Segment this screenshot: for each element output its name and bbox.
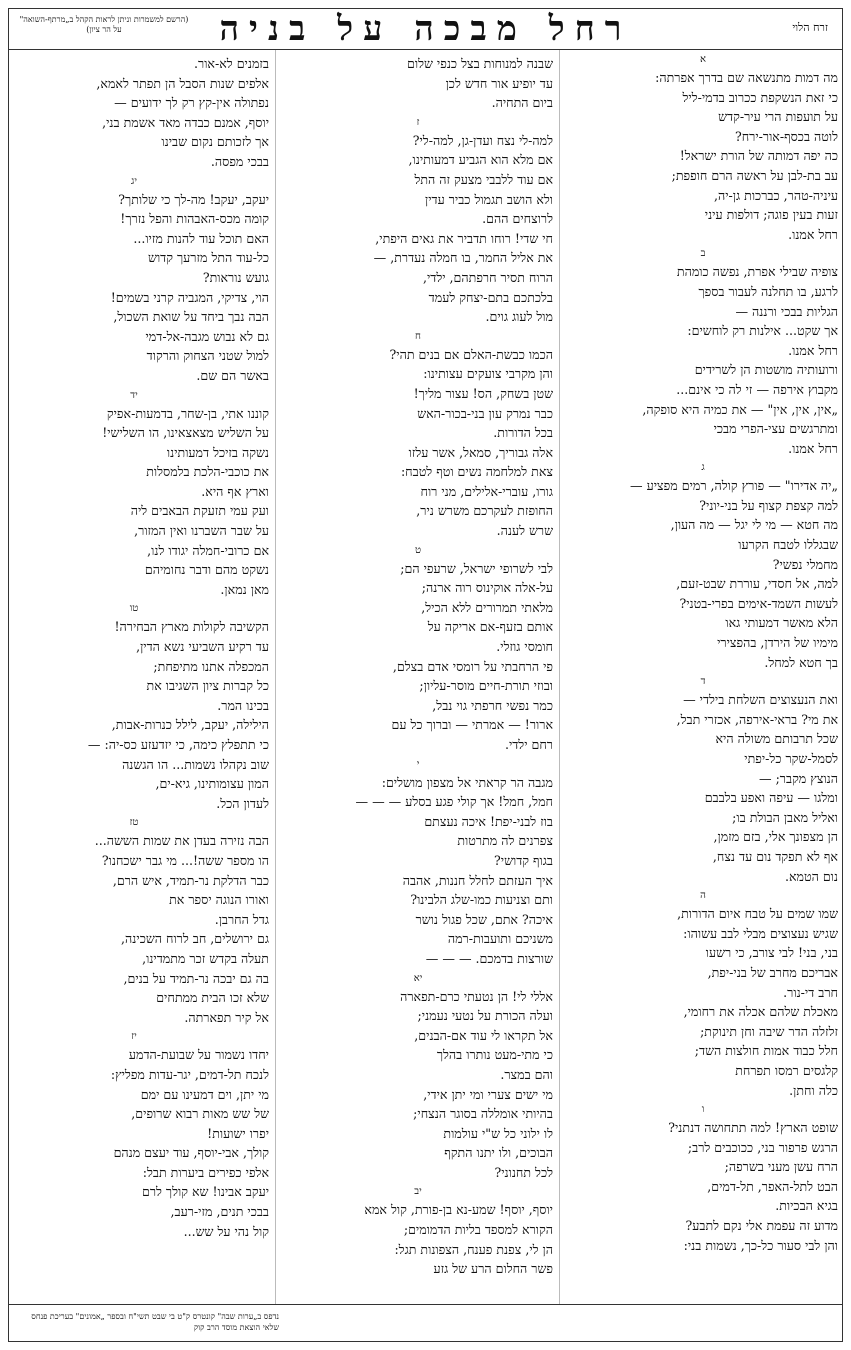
- poem-line: שלא זכו הבית ממתחים: [156, 990, 269, 1006]
- stanza: [568, 54, 838, 244]
- poem-line: אלפים שנות הסבל הן תפתר לאמא,: [96, 75, 269, 91]
- poem-line: את אליל החמר, בו חמלה נעדרת, —: [373, 250, 553, 266]
- poem-line: הן לי, צפנת פענח, הצפונות תגל:: [394, 1241, 553, 1257]
- poem-line: הבוכים, ולו יתנו התקף: [444, 1145, 553, 1161]
- poem-line: למה, אל חסדי, עוררת שבט-זעם,: [676, 576, 838, 592]
- poem-line: פשר החלום הרע של גזע: [433, 1261, 553, 1277]
- poem-line: כה יפה דמותה של הורת ישראל!: [679, 148, 838, 164]
- poem-line: נום הטמא.: [784, 868, 838, 884]
- poem-line: ומלגו — עיפה ואפע בלבבם: [704, 790, 838, 806]
- poem-line: רחל אמנו.: [788, 440, 838, 456]
- poem-line: בלכתכם בתם-יצחק לעמד: [428, 289, 553, 305]
- poem-line: ארור! — אמרתי — וברוך כל עם: [391, 717, 553, 733]
- poem-line: שבנה למנוחות בצל כנפי שלום: [407, 56, 553, 71]
- poem-line: בהיותי אומללה בסוגר הנצחי;: [413, 1106, 553, 1122]
- stanza: [283, 117, 553, 327]
- poem-line: מי יתן, וים דמעינו עם ימם: [140, 1086, 269, 1102]
- poem-line: ולא הושב תגמול כביר עדין: [425, 191, 553, 207]
- author-name: זרח הלוי: [792, 21, 828, 34]
- poem-line: יפרו ישועות!: [207, 1125, 269, 1141]
- poem-line: שמו שמים על טבח איום הדורות,: [677, 906, 838, 922]
- stanza: [8, 390, 269, 600]
- poem-line: בגוף קדושי?: [494, 852, 553, 868]
- stanza-number: ו: [701, 1104, 705, 1116]
- poem-line: מגבה הר קראתי אל מצפון מושלים:: [381, 774, 553, 790]
- poem-line: נשקט מהם ודבר נחומיהם: [144, 562, 269, 578]
- poem-line: אך לזכותם נקום שבינו: [161, 134, 269, 150]
- stanza: [283, 331, 553, 541]
- poem-line: בבכי מפסה.: [210, 153, 269, 169]
- stanza-number: טז: [129, 817, 139, 829]
- poem-line: עד רקיע השביעי נשא הדין,: [136, 639, 269, 655]
- poem-line: למה-לי נצח ועדן-גן, למה-לי?: [412, 132, 553, 148]
- poem-line: עב בת-לבן על ראשה הרם חופפת;: [671, 167, 838, 183]
- poem-line: בבכי תנים, מזי-רעב,: [170, 1204, 269, 1220]
- poem-line: למה קצפת קצוף על בני-יוני?: [699, 497, 838, 513]
- poem-line: יחדו נשמור על שבועת-הדמע: [128, 1047, 269, 1063]
- poem-line: קומה מכס-האבהות והפל נזרך!: [120, 211, 269, 227]
- poem-line: לנכח תל-דמים, יגר-עדות מפליץ:: [110, 1066, 269, 1082]
- poem-line: מאכלת שלהם אכלה את רחומי,: [683, 1004, 838, 1020]
- poem-line: משניכם ותועבות-רמה: [447, 931, 553, 947]
- poem-line: שטן בשחק, הס! עצור מליך!: [413, 385, 553, 401]
- poem-line: גם לא נבוש מגבה-אל-דמי: [145, 328, 269, 344]
- poem-line: לסמל-שקר כל-יפתי: [744, 751, 838, 766]
- stanza: [283, 545, 553, 755]
- poem-line: אללי לי! הן נטעתי כרם-תפארה: [400, 988, 553, 1004]
- poem-line: יעקב אבינו! שא קולך לרם: [141, 1184, 269, 1200]
- poem-line: לבי לשרופי ישראל, שרעפי הם;: [400, 560, 553, 576]
- stanza-number: ב: [700, 248, 706, 260]
- poem-line: לעדון הכל.: [216, 795, 269, 811]
- poem-line: מה חטא — מי לי יגל — מה העון,: [670, 517, 838, 533]
- poem-line: צופיה שבילי אפרת, נפשה כומהת: [676, 264, 838, 280]
- stanza-number: ג: [701, 462, 705, 474]
- poem-line: המכפלה אתנו מתיפחת;: [153, 658, 269, 674]
- poem-line: הן מצפונך אלי, בזם מזמן,: [713, 829, 838, 845]
- poem-line: על שבר השברנו ואין המזור,: [134, 523, 269, 539]
- poem-line: חומסי גוזלי.: [496, 639, 553, 655]
- poem-line: רחל אמנו.: [788, 226, 838, 242]
- poem-line: מאן נמאן.: [220, 581, 269, 597]
- poem-line: בכינו המר.: [217, 697, 269, 713]
- stanza: [8, 176, 269, 386]
- poem-line: גם ירושלים, חב לרוח השכינה,: [121, 931, 269, 947]
- poem-line: המון עצומותינו, גיא-ים,: [155, 776, 269, 792]
- poem-line: כל-עוד התל מזרעך קדוש: [148, 250, 269, 266]
- poem-line: כל קברות ציון השגיבו את: [146, 678, 269, 694]
- poem-line: כמר נפשי חרפתי גוי נבל,: [432, 697, 553, 713]
- poem-line: הרח עשן מעני בשרפה;: [724, 1159, 838, 1175]
- poem-line: בגיא הבכיות.: [775, 1198, 838, 1214]
- stanza-number: ט: [414, 544, 422, 556]
- poem-line: אם עוד ללבבי מצעק זה התל: [414, 171, 553, 187]
- poem-line: שופט הארץ! למה תתחושה דנתני?: [668, 1120, 838, 1136]
- poem-line: עד יופיע אור חדש לכן: [445, 75, 553, 91]
- poem-line: אותם בזעף-אם אריקה על: [427, 619, 553, 635]
- poem-line: כלה וחתן.: [789, 1082, 838, 1098]
- poem-line: הכמו כבשת-האלם אם בנים תהי?: [389, 346, 553, 362]
- poem-line: ועק עמי תזעקת הבאבים ליה: [130, 503, 269, 519]
- poem-line: נשקה בזיכל דמעותינו: [166, 444, 269, 460]
- poem-line: רחל אמנו.: [788, 342, 838, 358]
- header-note: (הרשם למשמרות וניתן לראות הקהל ב„מרתף-השואה" על הר ציון): [19, 15, 189, 34]
- poem-line: יוסף, אמנם כבדה מאד אשמת בני,: [102, 114, 269, 130]
- poem-line: „יה אדירו" — פורץ קולה, רמים מפציע —: [630, 478, 838, 494]
- poem-line: והן לבי סעור כל-כך, נשמות בני:: [683, 1237, 838, 1253]
- poem-line: קלגסים רמסו תפרחת: [735, 1062, 838, 1078]
- stanza: [283, 973, 553, 1183]
- stanza-number: יא: [413, 972, 423, 984]
- poem-line: מה דמות מתנשאה שם בדרך אפרתה:: [655, 70, 838, 85]
- poem-line: מימיו של הירדן, בהפצירי: [717, 635, 838, 651]
- poem-line: הגליות בבכי ורננה —: [735, 303, 838, 319]
- poem-line: נפתולה אין-קץ רק לך ידועים —: [114, 95, 269, 111]
- poem-line: של שש מאות רבוא שרופים,: [131, 1106, 269, 1122]
- poem-line: הבה נבך ביחד על שואת השכול,: [113, 309, 269, 325]
- poem-line: חי שדי! רוחו תדביר את גאים היפתי,: [375, 230, 553, 246]
- poem-line: הילילה, יעקב, לילל כנרות-אבות,: [111, 717, 269, 733]
- stanza: [8, 817, 269, 1027]
- poem-line: ומתרגשים עצי-הפרי מבכי: [713, 421, 838, 437]
- poem-line: חלל כבוד אמות חולצות השד;: [694, 1043, 838, 1059]
- poem-line: קוננו אתי, בן-שחר, בדמעות-אפיק: [106, 405, 269, 421]
- poem-line: רחם ילדי.: [504, 737, 553, 752]
- poem-line: אל קיר תפארתה.: [184, 1009, 269, 1025]
- poem-line: ביום התחיה.: [491, 95, 553, 111]
- poem-line: גועש נוראות?: [202, 269, 269, 285]
- poem-line: על השליש מצאצאינו, הו השלישי!: [102, 425, 269, 441]
- stanza-number: א: [699, 54, 706, 65]
- poem-line: שורצות בדמכם. — — —: [425, 950, 553, 966]
- page-footer: [9, 1304, 842, 1341]
- poem-line: לו ילוני כל ש"י עולמות: [443, 1125, 553, 1141]
- stanza-number: ה: [700, 890, 706, 902]
- poem-line: ועלה הכורת על נטעי נעמני;: [417, 1008, 553, 1024]
- poem-line: על תועפות הרי עיר-קדש: [718, 109, 838, 125]
- poem-line: בך חטא למחל.: [764, 654, 838, 670]
- poem-columns: [9, 50, 842, 1305]
- poem-line: הלא מאשר דמעותי גאו: [725, 615, 838, 631]
- stanza: [283, 1186, 553, 1278]
- poem-line: הקשיבה לקולות מארץ הבחירה!: [114, 619, 269, 635]
- poem-line: הרוח תסיר חרפתהם, ילדי,: [422, 269, 553, 285]
- poem-line: האם תוכל עוד להנות מזיו...: [133, 230, 269, 246]
- stanza: [568, 676, 838, 886]
- poem-line: קול נהי על שש...: [183, 1223, 269, 1239]
- poem-line: מי ישים צערי ומי יתן אידי,: [423, 1086, 553, 1102]
- poem-line: אלה גבוריך, סמאל, אשר עלזו: [408, 444, 553, 460]
- poem-line: יוסף, יוסף! שמע-נא בן-פורת, קול אמא: [364, 1202, 553, 1218]
- poem-line: בזמנים לא-אור.: [194, 56, 269, 71]
- poem-line: והם במצר.: [500, 1066, 553, 1082]
- stanza-number: יד: [130, 389, 138, 401]
- poem-line: בה גם יבכה נר-תמיד על בנים,: [123, 970, 269, 986]
- poem-line: חמל, חמל! אך קולי פגע בסלע — — —: [355, 794, 553, 810]
- poem-line: את כוכבי-הלכת בלמסלות: [146, 464, 269, 480]
- poem-line: אם מלא הוא הגביע דמעותינו,: [408, 152, 553, 168]
- poem-line: הנוצץ מקבר; —: [758, 770, 838, 786]
- stanza: [283, 54, 553, 113]
- stanza: [568, 248, 838, 458]
- poem-line: תעלה בקדש זכר מתמדינו,: [142, 950, 269, 966]
- poem-line: מלאתי תמרורים ללא הכיל,: [421, 599, 553, 615]
- colophon: נדפס ב„ערות שבה" קונטרס ק"ט בי שבט תשי"ח ובספר „אמונים" בעריכת פנחס שלאי הוצאת מוסד הרב קוק: [31, 1312, 279, 1332]
- poem-line: הרגש פרפור בני, ככוכבים לרב;: [687, 1139, 838, 1155]
- poem-line: לעשות השמד-אימים בפרי-בטני?: [679, 595, 838, 611]
- poem-line: בוז לבני-יפת! איכה נעצתם: [424, 813, 553, 829]
- poem-line: הקורא למספד בליות הדמומים;: [403, 1222, 553, 1238]
- poem-line: הו מספר ששה!... מי גבר ישכחנו?: [101, 852, 269, 868]
- stanza: [283, 759, 553, 969]
- poem-line: מול לעוג גוים.: [485, 309, 553, 325]
- page-title: רחל מבכה על בניה: [219, 9, 632, 49]
- poem-line: כי תתפלץ כימה, כי יזדעזע כס-יה: —: [87, 737, 269, 752]
- poem-line: איך העזתם לחלל חננות, אהבה: [402, 872, 553, 888]
- stanza-number: טו: [129, 603, 139, 615]
- poem-line: שרש לענה.: [496, 523, 553, 539]
- poem-line: מקבוץ אירפה — זי לה כי אינם...: [676, 381, 838, 397]
- poem-line: מחמלי נפשי?: [772, 556, 838, 572]
- poem-line: אך שקט... אילנות רק לוחשים:: [687, 323, 838, 339]
- poem-line: על-אלה אוקינוס רוה ארנה;: [421, 580, 553, 596]
- poem-line: ורועותיה מושטות הן לשרידים: [694, 362, 838, 378]
- stanza-number: י: [416, 758, 420, 770]
- stanza: [568, 890, 838, 1100]
- poem-line: צפרנים לה מתרטות: [457, 833, 553, 849]
- poem-line: למול שטני הצחוק והרקוד: [146, 348, 269, 364]
- poem-line: שוב נקהלו נשמות... הו הגשנה: [122, 756, 269, 772]
- poem-line: לוטה בכסף-אור-ירח?: [734, 128, 838, 144]
- poster-page: [8, 8, 843, 1342]
- poem-line: את מי? בראי-אירפה, אכזרי תבל,: [676, 711, 838, 727]
- poem-line: בני, בני! לבי צורב, כי רשעו: [705, 945, 838, 961]
- stanza-number: ד: [700, 676, 706, 688]
- stanza: [568, 462, 838, 672]
- poem-line: מדוע זה עפמת אלי נקם לתבע?: [685, 1218, 838, 1234]
- poem-line: עיניה-טהר, כברכות גן-יה,: [713, 187, 838, 203]
- poem-line: צאת למלחמה נשים וטף לטבח:: [400, 464, 553, 480]
- poem-line: גורו, עוברי-אלילים, מני רוח: [420, 483, 553, 499]
- poem-line: הבט לתל-האפר, תל-דמים,: [707, 1178, 838, 1194]
- poem-line: ואליל מאבן הבולת בו;: [732, 809, 838, 825]
- page-header: [9, 9, 842, 50]
- poem-line: כבר הדלקת נר-תמיד, איש הרם,: [112, 872, 269, 888]
- poem-line: אבריכם מחרב של בני-יפת,: [707, 964, 838, 980]
- poem-line: אף לא תפקד נום עד נצח,: [712, 848, 838, 864]
- poem-line: שכל תרבותם משולה היא: [715, 731, 838, 747]
- poem-line: הוי, צדיקי, המגביה קרני בשמים!: [110, 289, 269, 305]
- poem-column-left: [8, 50, 276, 1305]
- poem-line: והן מקרבי צועקים עצותינו:: [423, 366, 553, 382]
- stanza: [8, 603, 269, 813]
- poem-line: לכל תחנוני?: [494, 1164, 553, 1180]
- poem-line: לרוצחים ההם.: [482, 211, 553, 227]
- poem-line: גדל החרבן.: [214, 911, 269, 927]
- poem-column-right: [568, 50, 838, 1305]
- stanza-number: יג: [131, 175, 137, 187]
- stanza-number: יז: [131, 1031, 137, 1043]
- stanza-number: ח: [415, 330, 421, 342]
- poem-line: שבגללו לטבח הקרעו: [738, 537, 838, 553]
- poem-line: אל תקראו לי עוד אם-הבנים,: [414, 1027, 553, 1043]
- poem-column-middle: [283, 50, 560, 1305]
- poem-line: כי זאת הנשקפת ככרוב בדמי-ליל: [682, 89, 838, 105]
- poem-line: ותם וצניעות כמו-שלג הלבינו?: [410, 892, 553, 908]
- poem-line: ואורו הנוגה יספר את: [169, 892, 269, 908]
- poem-line: ובוזי תורת-חיים מוסר-עליון;: [419, 678, 553, 694]
- poem-line: זעות בעין פוגה; דולפות עיני: [704, 207, 838, 223]
- stanza-number: ז: [416, 116, 420, 128]
- stanza-number: יב: [414, 1186, 422, 1198]
- stanza: [8, 54, 269, 172]
- stanza: [8, 1031, 269, 1241]
- poem-line: אם כרובי-חמלה יגודו לנו,: [147, 542, 269, 558]
- poem-line: יעקב, יעקב! מה-לך כי שלותך?: [118, 191, 269, 207]
- poem-line: הבה נזירה בעדן את שמות הששה...: [94, 833, 269, 849]
- poem-line: חרב די-נור.: [783, 984, 838, 1000]
- poem-line: ואת הנעצוצים השלחת בילדי —: [683, 692, 838, 708]
- poem-line: החופזת לעקרכם משרש ניר,: [416, 503, 553, 519]
- poem-line: בכל הדורות.: [493, 425, 553, 441]
- poem-line: פי הרחבתי על רומסי אדם בצלם,: [392, 658, 553, 674]
- poem-line: שגיש נעצוצים מבלי לבב עשוהו:: [683, 925, 838, 941]
- poem-line: באשר הם שם.: [196, 367, 269, 383]
- poem-line: „אין, אין, אין" — את כמיה היא סופקה,: [642, 401, 838, 417]
- poem-line: לרגע, בו תחלנה לעבור בספך: [698, 283, 838, 299]
- poem-line: אלפי כפירים ביערות תבל:: [142, 1164, 269, 1180]
- poem-line: קולך, אבי-יוסף, עוד יעצם מנהם: [113, 1145, 269, 1161]
- poem-line: כי מתי-מעט נותרו בהלך: [436, 1047, 553, 1063]
- stanza: [568, 1104, 838, 1255]
- poem-line: כבר נמרק עון בני-בכור-האש: [417, 405, 553, 421]
- poem-line: וארץ אף היא.: [201, 483, 269, 499]
- poem-line: זלזלה הדר שיבה וחן תינוקת;: [700, 1023, 838, 1039]
- poem-line: איכה? אתם, שכל פגול נושר: [415, 911, 553, 927]
